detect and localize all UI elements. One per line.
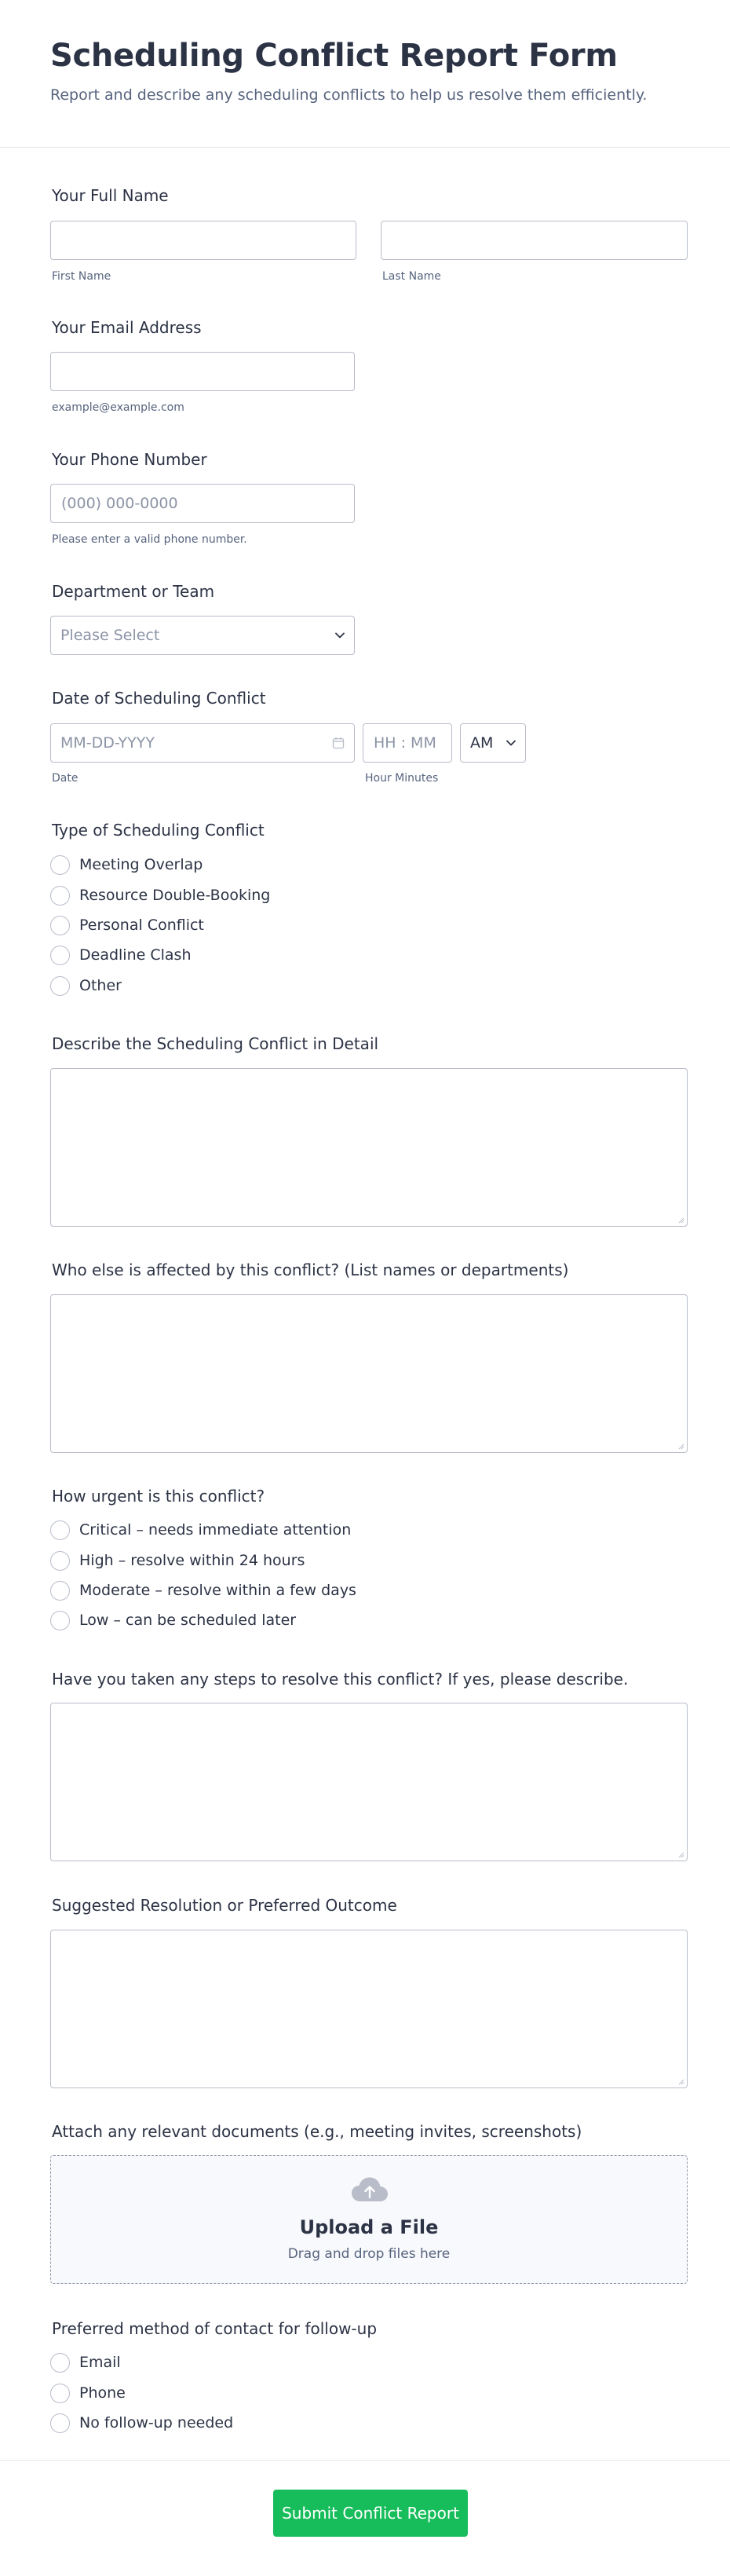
radio-button[interactable]	[50, 2353, 70, 2373]
radio-button[interactable]	[50, 976, 70, 996]
steps-textarea[interactable]	[50, 1703, 688, 1861]
phone-input[interactable]	[50, 484, 355, 523]
file-upload-dropzone[interactable]	[50, 2155, 688, 2284]
phone-sublabel: Please enter a valid phone number.	[52, 533, 247, 546]
resize-handle-icon[interactable]	[677, 1216, 684, 1224]
submit-button[interactable]: Submit Conflict Report	[273, 2490, 468, 2537]
radio-option[interactable]	[50, 2381, 126, 2405]
first-name-sublabel: First Name	[52, 270, 111, 283]
upload-title: Upload a File	[299, 2216, 439, 2238]
department-label: Department or Team	[52, 582, 215, 601]
radio-button[interactable]	[50, 1581, 70, 1601]
last-name-input[interactable]	[381, 221, 688, 260]
steps-label: Have you taken any steps to resolve this conflict? If yes, please describe.	[52, 1670, 629, 1689]
attach-label: Attach any relevant documents (e.g., meeting invites, screenshots)	[52, 2122, 582, 2141]
phone-label: Your Phone Number	[52, 450, 207, 469]
time-sublabel: Hour Minutes	[365, 772, 439, 785]
radio-option[interactable]	[50, 913, 204, 937]
affected-label: Who else is affected by this conflict? (List names or departments)	[52, 1261, 569, 1279]
radio-option[interactable]	[50, 943, 191, 967]
radio-button[interactable]	[50, 2384, 70, 2403]
full-name-label: Your Full Name	[52, 186, 169, 205]
radio-option[interactable]	[50, 1549, 305, 1572]
radio-label: High – resolve within 24 hours	[79, 1552, 305, 1569]
radio-button[interactable]	[50, 946, 70, 965]
radio-option[interactable]	[50, 884, 270, 907]
department-select[interactable]	[50, 616, 355, 655]
time-input[interactable]	[363, 723, 452, 763]
radio-button[interactable]	[50, 2413, 70, 2433]
radio-label: Low – can be scheduled later	[79, 1612, 297, 1629]
chevron-down-icon	[335, 632, 345, 639]
radio-label: Personal Conflict	[79, 917, 204, 934]
radio-option[interactable]	[50, 2411, 233, 2435]
radio-button[interactable]	[50, 916, 70, 935]
affected-textarea[interactable]	[50, 1294, 688, 1453]
radio-label: Resource Double-Booking	[79, 887, 271, 904]
form-header	[0, 0, 730, 148]
urgency-label: How urgent is this conflict?	[52, 1487, 265, 1506]
ampm-value: AM	[470, 734, 494, 752]
email-label: Your Email Address	[52, 318, 202, 337]
email-sublabel: example@example.com	[52, 401, 184, 414]
upload-subtitle: Drag and drop files here	[287, 2246, 451, 2262]
radio-label: No follow-up needed	[79, 2414, 234, 2431]
conflict-type-label: Type of Scheduling Conflict	[52, 821, 265, 840]
resize-handle-icon[interactable]	[677, 1850, 684, 1858]
radio-option[interactable]	[50, 2351, 121, 2374]
radio-button[interactable]	[50, 1611, 70, 1630]
radio-label: Deadline Clash	[79, 946, 192, 964]
radio-label: Moderate – resolve within a few days	[79, 1582, 356, 1599]
resize-handle-icon[interactable]	[677, 2077, 684, 2085]
form-subtitle: Report and describe any scheduling conflicts to help us resolve them efficiently.	[50, 86, 648, 104]
describe-textarea[interactable]	[50, 1068, 688, 1227]
date-sublabel: Date	[52, 772, 78, 785]
radio-option[interactable]	[50, 1518, 351, 1542]
contact-label: Preferred method of contact for follow-up	[52, 2319, 378, 2338]
radio-label: Other	[79, 977, 122, 994]
form-footer	[0, 2460, 730, 2576]
date-placeholder: MM-DD-YYYY	[60, 734, 155, 752]
describe-label: Describe the Scheduling Conflict in Detail	[52, 1034, 379, 1053]
radio-button[interactable]	[50, 1551, 70, 1571]
radio-option[interactable]	[50, 974, 122, 997]
radio-button[interactable]	[50, 1520, 70, 1540]
first-name-input[interactable]	[50, 221, 356, 260]
radio-label: Email	[79, 2354, 121, 2371]
date-input[interactable]	[50, 723, 355, 763]
radio-button[interactable]	[50, 855, 70, 875]
radio-label: Phone	[79, 2384, 126, 2402]
radio-option[interactable]	[50, 1608, 296, 1632]
resolution-label: Suggested Resolution or Preferred Outcome	[52, 1896, 397, 1915]
department-placeholder: Please Select	[60, 627, 160, 644]
radio-label: Critical – needs immediate attention	[79, 1521, 352, 1539]
radio-button[interactable]	[50, 886, 70, 906]
chevron-down-icon	[506, 740, 516, 746]
email-input[interactable]	[50, 352, 355, 391]
last-name-sublabel: Last Name	[382, 270, 441, 283]
ampm-select[interactable]	[460, 723, 526, 763]
resolution-textarea[interactable]	[50, 1930, 688, 2088]
form-title: Scheduling Conflict Report Form	[50, 38, 618, 74]
date-label: Date of Scheduling Conflict	[52, 689, 266, 708]
radio-label: Meeting Overlap	[79, 856, 203, 873]
resize-handle-icon[interactable]	[677, 1442, 684, 1450]
radio-option[interactable]	[50, 1579, 356, 1602]
calendar-icon[interactable]	[332, 737, 345, 749]
cloud-upload-icon	[351, 2176, 389, 2203]
radio-option[interactable]	[50, 853, 203, 876]
